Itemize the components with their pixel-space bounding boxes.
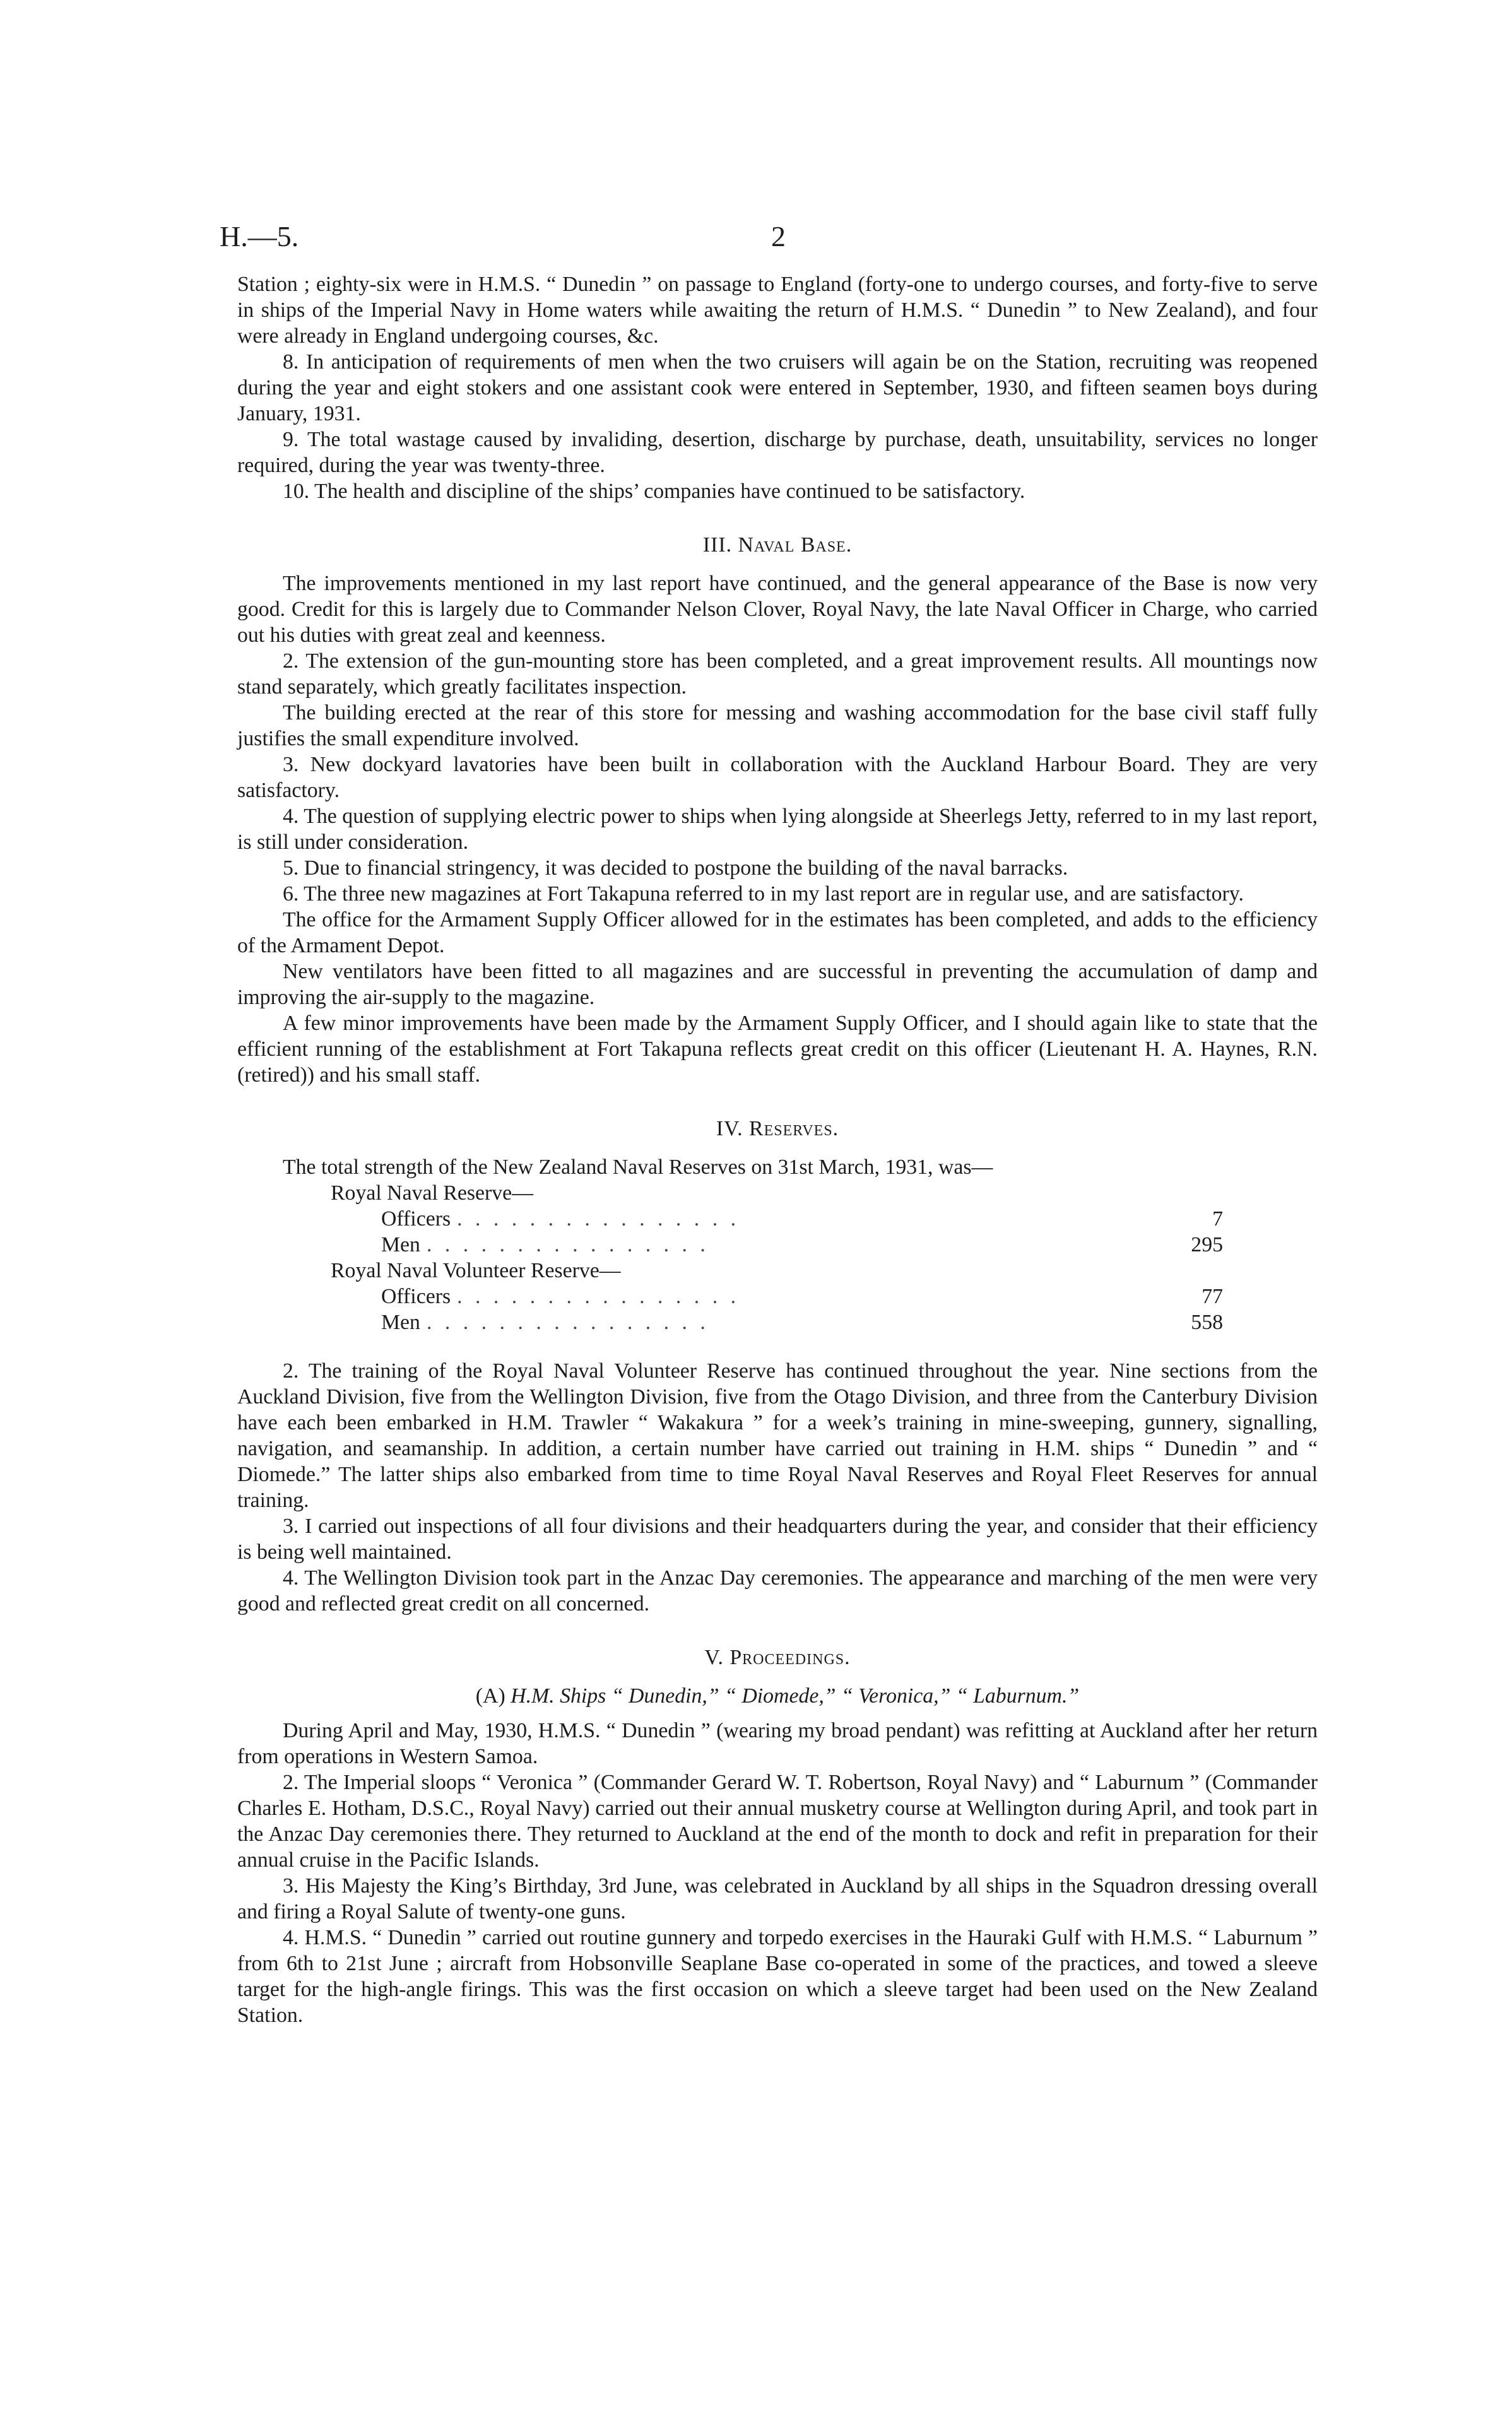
proceedings-paragraph: 4. H.M.S. “ Dunedin ” carried out routine gunnery and torpedo exercises in the Hauraki Gulf with H.M.S. “ Laburnum ” from 6th to 21st June ; aircraft from Hobsonville Seaplane Base co-operated in some of the practices, and towed a sleeve target for the high-angle firings. This was the first occasion on which a sleeve target had been used on the New Zealand Station.: [237, 1926, 1318, 2027]
leader-dots: . . . . . . . . . . . . . . . .: [457, 1207, 740, 1231]
page-number: 2: [771, 220, 786, 252]
rnr-label: Royal Naval Reserve—: [331, 1181, 533, 1205]
naval-base-paragraph: 6. The three new magazines at Fort Takapuna referred to in my last report are in regular use, and are satisfactory.: [283, 882, 1244, 906]
naval-base-paragraph: The building erected at the rear of this store for messing and washing accommodation for the base civil staff fully justifies the small expenditure involved.: [237, 701, 1318, 750]
paragraph-continuation: Station ; eighty-six were in H.M.S. “ Dunedin ” on passage to England (forty-one to undergo courses, and forty-five to serve in ships of the Imperial Navy in Home waters while awaiting the return of H.M.S. “ Dunedin ” to New Zealand), and four were already in England undergoing courses, &c.: [237, 273, 1318, 348]
table-row: [237, 1232, 1318, 1258]
naval-base-paragraph: A few minor improvements have been made by the Armament Supply Officer, and I should again like to state that the efficient running of the establishment at Fort Takapuna reflects great credit on this officer (Lieutenant H. A. Haynes, R.N. (retired)) and his small staff.: [237, 1012, 1318, 1087]
subsection-heading: [237, 1683, 1318, 1709]
naval-base-paragraph: New ventilators have been fitted to all magazines and are successful in preventing the accumulation of damp and improving the air-supply to the magazine.: [237, 960, 1318, 1009]
naval-base-paragraph: 5. Due to financial stringency, it was decided to postpone the building of the naval barracks.: [283, 856, 1068, 880]
row-label: Men: [381, 1233, 420, 1256]
naval-base-paragraph: The improvements mentioned in my last report have continued, and the general appearance of the Base is now very good. Credit for this is largely due to Commander Nelson Clover, Royal Navy, the late Naval Officer in Charge, who carried out his duties with great zeal and keenness.: [237, 572, 1318, 647]
paragraph-10: 10. The health and discipline of the ships’ companies have continued to be satisfactory.: [283, 480, 1025, 503]
subheading-prefix: (A): [475, 1684, 511, 1708]
naval-base-paragraph: 4. The question of supplying electric power to ships when lying alongside at Sheerlegs Jetty, referred to in my last report, is still under consideration.: [237, 805, 1318, 854]
naval-base-paragraph: 3. New dockyard lavatories have been built in collaboration with the Auckland Harbour Board. They are very satisfactory.: [237, 753, 1318, 802]
reserves-paragraph: 3. I carried out inspections of all four divisions and their headquarters during the year, and consider that their efficiency is being well maintained.: [237, 1515, 1318, 1564]
section-heading-naval-base: III. Naval Base.: [702, 533, 853, 557]
proceedings-paragraph: 3. His Majesty the King’s Birthday, 3rd June, was celebrated in Auckland by all ships in the Squadron dressing overall and firing a Royal Salute of twenty-one guns.: [237, 1874, 1318, 1923]
spacer: [237, 1335, 1318, 1358]
leader-dots: . . . . . . . . . . . . . . . .: [426, 1233, 709, 1256]
row-label: Men: [381, 1311, 420, 1334]
paragraph-9: 9. The total wastage caused by invaliding, desertion, discharge by purchase, death, unsuitability, services no longer required, during the year was twenty-three.: [237, 428, 1318, 477]
row-value: 7: [1212, 1207, 1223, 1231]
leader-dots: . . . . . . . . . . . . . . . .: [426, 1311, 709, 1334]
proceedings-paragraph: During April and May, 1930, H.M.S. “ Dunedin ” (wearing my broad pendant) was refitting at Auckland after her return from operations in Western Samoa.: [237, 1719, 1318, 1768]
rnvr-label: Royal Naval Volunteer Reserve—: [331, 1259, 621, 1282]
row-label: Officers: [381, 1285, 451, 1308]
leader-dots: . . . . . . . . . . . . . . . .: [457, 1285, 740, 1308]
row-label: Officers: [381, 1207, 451, 1231]
page-header: [0, 220, 1512, 264]
body-text: [237, 271, 1318, 2028]
document-reference: H.—5.: [220, 220, 299, 252]
reserves-paragraph: 2. The training of the Royal Naval Volunteer Reserve has continued throughout the year. Nine sections from the Auckland Division, five from the Wellington Division, five from the Otago Division, and three from the Canterbury Division have each been embarked in H.M. Trawler “ Wakakura ” for a week’s training in mine-sweeping, gunnery, signalling, navigation, and seamanship. In addition, a certain number have carried out training in H.M. ships “ Dunedin ” and “ Diomede.” The latter ships also embarked from time to time Royal Naval Reserves and Royal Fleet Reserves for annual training.: [237, 1359, 1318, 1512]
row-value: 295: [1191, 1233, 1223, 1256]
table-row: [237, 1309, 1318, 1335]
table-group-label: [237, 1180, 1318, 1206]
paragraph-8: 8. In anticipation of requirements of men when the two cruisers will again be on the Station, recruiting was reopened during the year and eight stokers and one assistant cook were entered in September, 1930, and fifteen seamen boys during January, 1931.: [237, 350, 1318, 425]
reserves-intro: The total strength of the New Zealand Naval Reserves on 31st March, 1931, was—: [283, 1155, 993, 1179]
subheading-ships: H.M. Ships “ Dunedin,” “ Diomede,” “ Veronica,” “ Laburnum.”: [511, 1684, 1080, 1708]
table-row: [237, 1284, 1318, 1309]
naval-base-paragraph: 2. The extension of the gun-mounting store has been completed, and a great improvement results. All mountings now stand separately, which greatly facilitates inspection.: [237, 649, 1318, 699]
table-group-label: [237, 1258, 1318, 1284]
section-heading-reserves: IV. Reserves.: [716, 1117, 839, 1140]
section-heading-proceedings: V. Proceedings.: [704, 1646, 851, 1669]
reserves-paragraph: 4. The Wellington Division took part in the Anzac Day ceremonies. The appearance and marching of the men were very good and reflected great credit on all concerned.: [237, 1566, 1318, 1616]
naval-base-paragraph: The office for the Armament Supply Officer allowed for in the estimates has been completed, and adds to the efficiency of the Armament Depot.: [237, 908, 1318, 957]
row-value: 558: [1191, 1311, 1223, 1334]
table-row: [237, 1206, 1318, 1232]
proceedings-paragraph: 2. The Imperial sloops “ Veronica ” (Commander Gerard W. T. Robertson, Royal Navy) and “ Laburnum ” (Commander Charles E. Hotham, D.S.C., Royal Navy) carried out their annual musketry course at Wellington during April, and took part in the Anzac Day ceremonies there. They returned to Auckland at the end of the month to dock and refit in preparation for their annual cruise in the Pacific Islands.: [237, 1771, 1318, 1872]
reserves-strength-table: [237, 1180, 1318, 1335]
row-value: 77: [1202, 1285, 1223, 1308]
